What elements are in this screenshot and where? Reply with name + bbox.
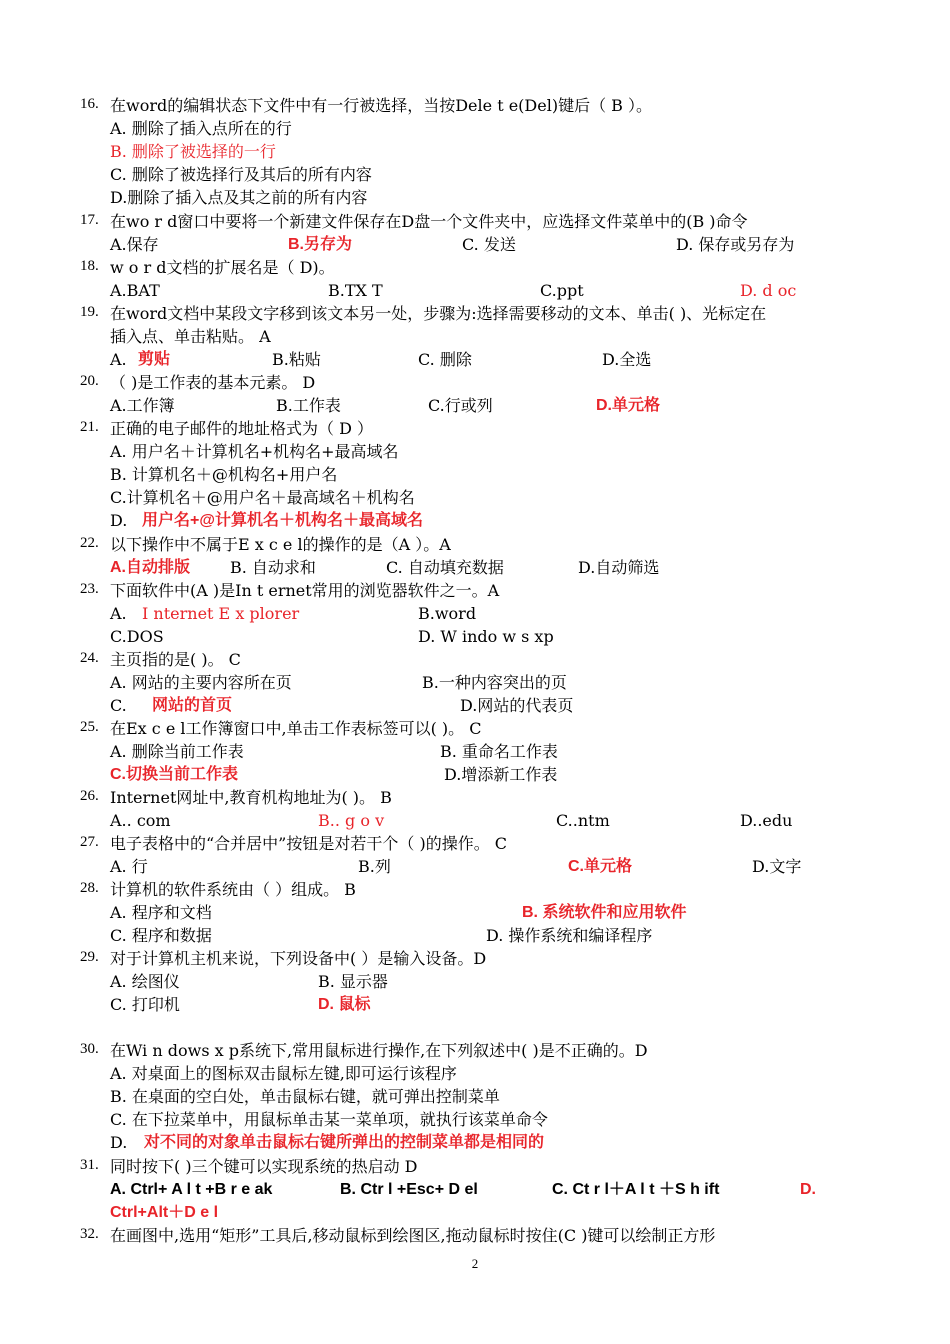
question-text: 以下操作中不属于E x c e l的操作的是（A ）。A [110, 535, 451, 554]
question-text: 在Ex c e l工作簿窗口中,单击工作表标签可以( )。 C [110, 719, 482, 738]
question-text: w o r d文档的扩展名是（ D)。 [110, 258, 335, 277]
answer-option: D. [110, 1133, 128, 1152]
answer-option: D. 保存或另存为 [676, 235, 795, 254]
answer-option: A. 删除了插入点所在的行 [110, 119, 292, 138]
question-number: 19. [80, 304, 99, 320]
answer-option: C. [110, 696, 127, 715]
answer-option-correct: 用户名+@计算机名＋机构名＋最高域名 [142, 512, 423, 529]
question-number: 21. [80, 419, 99, 435]
answer-option: A. 网站的主要内容所在页 [110, 673, 292, 692]
answer-option: B.列 [358, 857, 391, 876]
answer-option-correct: C.切换当前工作表 [110, 766, 239, 783]
question-text: （ )是工作表的基本元素。 D [110, 373, 316, 392]
question-text: 计算机的软件系统由（ ）组成。 B [110, 880, 356, 899]
answer-option: B. 重命名工作表 [440, 742, 558, 761]
answer-option: C. 在下拉菜单中，用鼠标单击某一菜单项，就执行该菜单命令 [110, 1110, 548, 1129]
answer-option: B.word [418, 604, 477, 623]
question-text: 对于计算机主机来说，下列设备中( ）是输入设备。D [110, 949, 487, 968]
question-number: 16. [80, 96, 99, 112]
answer-option: A. [110, 350, 127, 369]
question-number: 17. [80, 212, 99, 228]
question-number: 25. [80, 719, 99, 735]
answer-option: C.DOS [110, 627, 164, 646]
question-text: 电子表格中的“合并居中”按钮是对若干个（ )的操作。 C [110, 834, 508, 853]
answer-option: A. 删除当前工作表 [110, 742, 244, 761]
answer-option: C.计算机名＋@用户名＋最高域名＋机构名 [110, 488, 415, 507]
answer-option: D. W indo w s xp [418, 627, 554, 646]
question-number: 29. [80, 949, 99, 965]
answer-option: C. 打印机 [110, 995, 180, 1014]
answer-option: A.工作簿 [110, 396, 175, 415]
answer-option: D.增添新工作表 [444, 765, 558, 784]
page-number: 2 [471, 1256, 479, 1271]
answer-option: B. 自动求和 [230, 558, 316, 577]
question-number: 28. [80, 880, 99, 896]
question-number: 32. [80, 1226, 99, 1242]
answer-option-correct: I nternet E x plorer [142, 604, 300, 623]
answer-option: A. Ctrl+ A l t +B r e ak [110, 1181, 273, 1198]
answer-option: D.全选 [602, 350, 652, 369]
answer-option: A. 对桌面上的图标双击鼠标左键,即可运行该程序 [110, 1064, 457, 1083]
answer-option: D..edu [740, 811, 793, 830]
question-number: 22. [80, 535, 99, 551]
answer-option: C.ppt [540, 281, 584, 300]
answer-option: B. 计算机名＋@机构名+用户名 [110, 465, 338, 484]
answer-option-correct: B. 删除了被选择的一行 [110, 142, 276, 161]
answer-option: B.粘贴 [272, 350, 321, 369]
answer-option: C. 自动填充数据 [386, 558, 504, 577]
question-number: 20. [80, 373, 99, 389]
answer-option: A. 程序和文档 [110, 903, 212, 922]
question-number: 30. [80, 1041, 99, 1057]
answer-option-correct: 网站的首页 [152, 697, 233, 714]
answer-option: C. 发送 [462, 235, 516, 254]
answer-option: C. 程序和数据 [110, 926, 212, 945]
answer-option-correct: D. 鼠标 [318, 996, 371, 1013]
answer-option: B.TX T [328, 281, 383, 300]
question-text: 插入点、单击粘贴。 A [110, 327, 271, 346]
answer-option-correct: 对不同的对象单击鼠标右键所弹出的控制菜单都是相同的 [144, 1134, 545, 1151]
answer-option: D.文字 [752, 857, 802, 876]
answer-option-correct: C.单元格 [568, 858, 633, 875]
answer-option: B. Ctr l +Esc+ D el [340, 1181, 478, 1198]
answer-option: A. 行 [110, 857, 148, 876]
question-text: 在word文档中某段文字移到该文本另一处，步骤为:选择需要移动的文本、单击( )、光标定在 [110, 304, 767, 323]
answer-option: D.删除了插入点及其之前的所有内容 [110, 188, 368, 207]
question-text: 下面软件中(A )是In t ernet常用的浏览器软件之一。A [110, 581, 500, 600]
answer-option: A.BAT [110, 281, 160, 300]
question-text: 主页指的是( )。 C [110, 650, 241, 669]
answer-option: B.一种内容突出的页 [422, 673, 567, 692]
answer-option: A. 绘图仪 [110, 972, 180, 991]
answer-option: A.保存 [110, 235, 159, 254]
answer-option-correct: 剪贴 [138, 351, 171, 368]
question-text: Internet网址中,教育机构地址为( )。 B [110, 788, 392, 807]
answer-option: A.. com [110, 811, 171, 830]
answer-option: C.行或列 [428, 396, 493, 415]
question-text: 正确的电子邮件的地址格式为（ D ） [110, 419, 374, 438]
answer-option-correct: B.另存为 [288, 236, 353, 253]
answer-option-correct: B.. g o v [318, 811, 385, 830]
question-number: 23. [80, 581, 99, 597]
question-number: 31. [80, 1157, 99, 1173]
question-number: 18. [80, 258, 99, 274]
answer-option: C. Ct r l＋A l t ＋S h ift [552, 1181, 720, 1198]
answer-option: D. [110, 511, 128, 530]
answer-option-correct: B. 系统软件和应用软件 [522, 904, 687, 921]
answer-option: C..ntm [556, 811, 610, 830]
answer-option-correct: D. d oc [740, 281, 797, 300]
answer-option: C. 删除 [418, 350, 472, 369]
question-text: 在画图中,选用“矩形”工具后,移动鼠标到绘图区,拖动鼠标时按住(C )键可以绘制正方形 [110, 1226, 716, 1245]
question-text: 在Wi n dows x p系统下,常用鼠标进行操作,在下列叙述中( )是不正确的。D [110, 1041, 648, 1060]
answer-option: C. 删除了被选择行及其后的所有内容 [110, 165, 372, 184]
answer-option: A. [110, 604, 127, 623]
answer-option: B.工作表 [276, 396, 341, 415]
answer-option-correct: A.自动排版 [110, 559, 191, 576]
answer-option-correct: D. [800, 1181, 816, 1198]
answer-option-correct: D.单元格 [596, 397, 661, 414]
answer-option: B. 在桌面的空白处，单击鼠标右键，就可弹出控制菜单 [110, 1087, 500, 1106]
question-text: 在wo r d窗口中要将一个新建文件保存在D盘一个文件夹中，应选择文件菜单中的(B )命令 [110, 212, 748, 231]
answer-option: D.自动筛选 [578, 558, 660, 577]
question-number: 27. [80, 834, 99, 850]
answer-option: D.网站的代表页 [460, 696, 574, 715]
answer-option-correct: Ctrl+Alt＋D e l [110, 1204, 219, 1221]
question-number: 24. [80, 650, 99, 666]
answer-option: D. 操作系统和编译程序 [486, 926, 653, 945]
question-text: 在word的编辑状态下文件中有一行被选择，当按Dele t e(Del)键后（ B ）。 [110, 96, 653, 115]
answer-option: B. 显示器 [318, 972, 388, 991]
question-text: 同时按下( )三个键可以实现系统的热启动 D [110, 1157, 418, 1176]
question-number: 26. [80, 788, 99, 804]
answer-option: A. 用户名＋计算机名+机构名+最高域名 [110, 442, 399, 461]
